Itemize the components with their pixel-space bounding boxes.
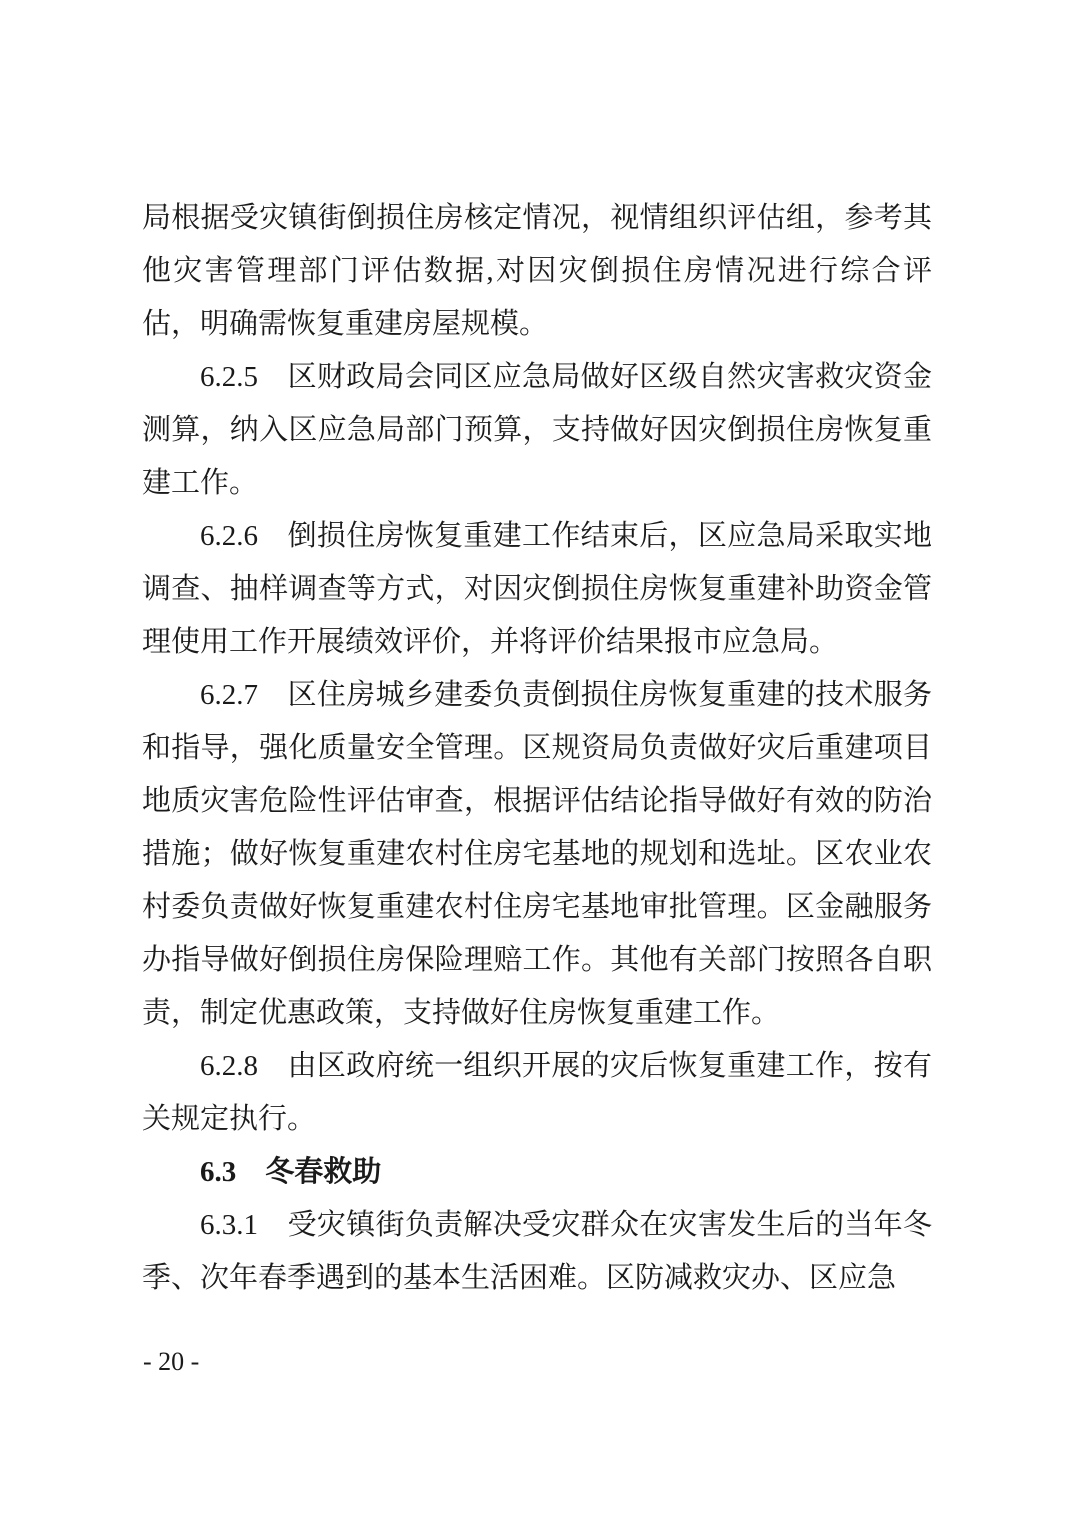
body-paragraph: 6.2.6 倒损住房恢复重建工作结束后，区应急局采取实地调查、抽样调查等方式，对因灾倒损住房恢复重建补助资金管理使用工作开展绩效评价，并将评价结果报市应急局。 xyxy=(142,520,932,658)
document-body xyxy=(142,192,932,1305)
page-number: - 20 - xyxy=(143,1347,200,1376)
body-paragraph: 6.2.7 区住房城乡建委负责倒损住房恢复重建的技术服务和指导，强化质量安全管理。区规资局负责做好灾后重建项目地质灾害危险性评估审查，根据评估结论指导做好有效的防治措施；做好恢复重建农村住房宅基地的规划和选址。区农业农村委负责做好恢复重建农村住房宅基地审批管理。区金融服务办指导做好倒损住房保险理赔工作。其他有关部门按照各自职责，制定优惠政策，支持做好住房恢复重建工作。 xyxy=(142,679,932,1029)
body-paragraph: 6.2.8 由区政府统一组织开展的灾后恢复重建工作，按有关规定执行。 xyxy=(142,1050,932,1135)
body-paragraph: 局根据受灾镇街倒损住房核定情况，视情组织评估组，参考其他灾害管理部门评估数据,对因灾倒损住房情况进行综合评估，明确需恢复重建房屋规模。 xyxy=(142,202,932,340)
section-heading: 6.3 冬春救助 xyxy=(200,1156,382,1188)
body-paragraph: 6.2.5 区财政局会同区应急局做好区级自然灾害救灾资金测算，纳入区应急局部门预算，支持做好因灾倒损住房恢复重建工作。 xyxy=(142,361,932,499)
body-paragraph: 6.3.1 受灾镇街负责解决受灾群众在灾害发生后的当年冬季、次年春季遇到的基本生活困难。区防减救灾办、区应急 xyxy=(142,1209,932,1294)
